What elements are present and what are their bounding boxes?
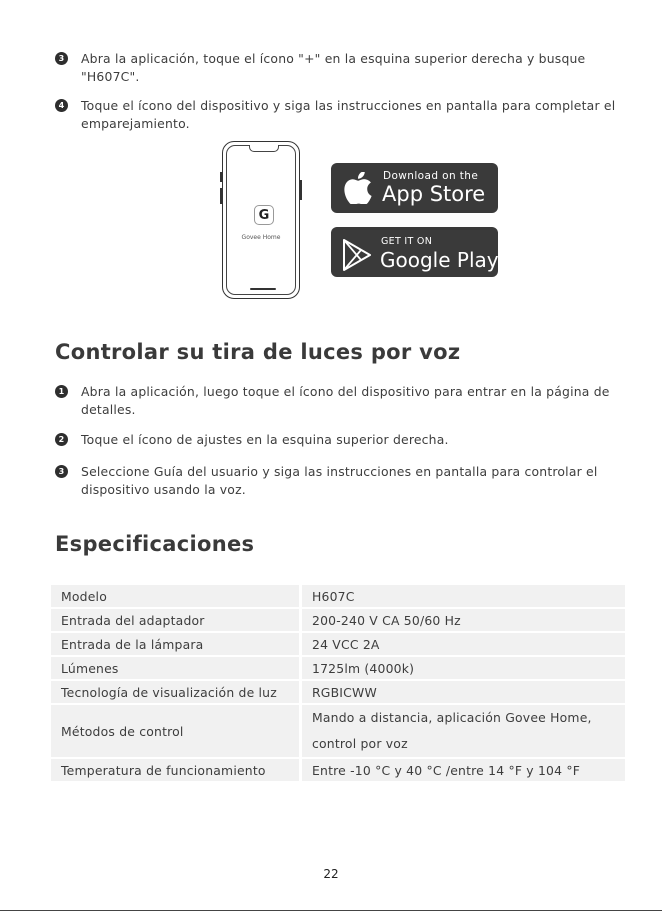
app-store-big-text: App Store: [382, 182, 486, 206]
phone-side-button: [220, 172, 222, 182]
phone-illustration: [222, 141, 300, 299]
google-play-small-text: GET IT ON: [381, 236, 433, 247]
spec-label: Modelo: [51, 585, 301, 608]
govee-app-icon: G: [254, 205, 274, 225]
spec-value: 24 VCC 2A: [301, 632, 626, 656]
table-row: [51, 585, 625, 608]
voice-section-title: Controlar su tira de luces por voz: [55, 340, 461, 364]
apple-icon: [344, 172, 372, 204]
phone-side-button: [220, 188, 222, 204]
spec-value: 200-240 V CA 50/60 Hz: [301, 608, 626, 632]
specs-section-title: Especificaciones: [55, 532, 255, 556]
step-text: Abra la aplicación, toque el ícono "+" en la esquina superior derecha y busque "H607C".: [81, 51, 586, 84]
table-row: [51, 632, 625, 656]
step-text: Toque el ícono del dispositivo y siga las instrucciones en pantalla para completar el emparejamiento.: [81, 98, 616, 131]
phone-screen: [226, 145, 296, 295]
step-text: Toque el ícono de ajustes en la esquina superior derecha.: [81, 432, 449, 447]
step-number-badge: 3: [55, 465, 68, 478]
voice-step-2: [55, 431, 630, 449]
step-number-badge: 2: [55, 433, 68, 446]
spec-value: H607C: [301, 585, 626, 608]
pairing-step-3: [55, 50, 630, 86]
spec-label: Lúmenes: [51, 656, 301, 680]
table-row: [51, 608, 625, 632]
phone-side-button: [300, 180, 302, 200]
app-store-badge[interactable]: [331, 163, 498, 213]
step-number-badge: 3: [55, 52, 68, 65]
step-text: Abra la aplicación, luego toque el ícono del dispositivo para entrar en la página de detalles.: [81, 384, 610, 417]
bottom-divider: [0, 910, 662, 911]
spec-value: 1725lm (4000k): [301, 656, 626, 680]
spec-value: RGBICWW: [301, 680, 626, 704]
table-row: [51, 704, 625, 758]
spec-value: Mando a distancia, aplicación Govee Home, control por voz: [301, 704, 626, 758]
specs-table: [51, 585, 625, 783]
play-icon: [342, 239, 372, 271]
spec-label: Tecnología de visualización de luz: [51, 680, 301, 704]
phone-notch: [249, 145, 279, 152]
voice-step-1: [55, 383, 630, 419]
app-store-small-text: Download on the: [383, 170, 479, 182]
govee-app-label: Govee Home: [241, 234, 281, 241]
spec-label: Entrada de la lámpara: [51, 632, 301, 656]
step-number-badge: 1: [55, 385, 68, 398]
table-row: [51, 656, 625, 680]
pairing-step-4: [55, 97, 630, 133]
phone-home-bar: [250, 288, 276, 290]
table-row: [51, 680, 625, 704]
table-row: [51, 758, 625, 782]
voice-step-3: [55, 463, 630, 499]
spec-label: Temperatura de funcionamiento: [51, 758, 301, 782]
step-number-badge: 4: [55, 99, 68, 112]
step-text: Seleccione Guía del usuario y siga las instrucciones en pantalla para controlar el dispositivo usando la voz.: [81, 464, 598, 497]
page-number: 22: [323, 867, 339, 881]
google-play-badge[interactable]: [331, 227, 498, 277]
google-play-big-text: Google Play: [380, 248, 499, 272]
spec-label: Métodos de control: [51, 704, 301, 758]
spec-label: Entrada del adaptador: [51, 608, 301, 632]
spec-value: Entre -10 °C y 40 °C /entre 14 °F y 104 °F: [301, 758, 626, 782]
